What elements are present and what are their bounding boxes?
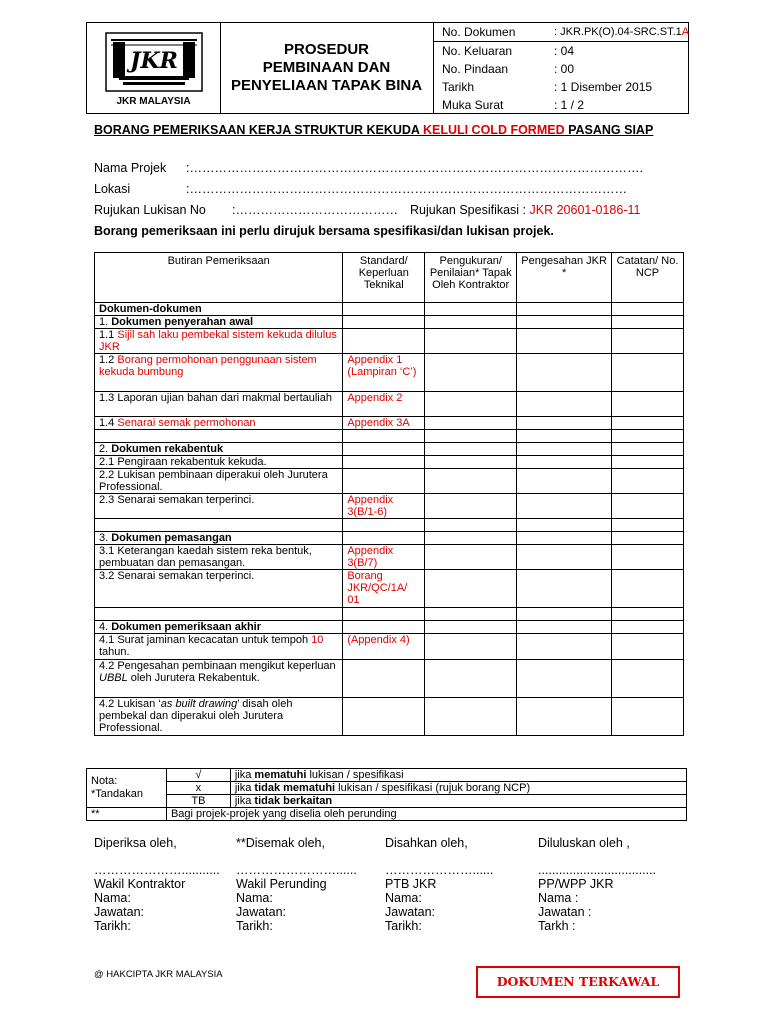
- signature-block-kontraktor: Diperiksa oleh, …………………........... Wakil Kontraktor Nama: Jawatan: Tarikh:: [94, 836, 220, 933]
- title-line-2: PEMBINAAN DAN: [262, 59, 391, 76]
- rujukan-spesifikasi: Rujukan Spesifikasi : JKR 20601-0186-11: [410, 203, 641, 217]
- svg-text:JKR: JKR: [130, 48, 178, 74]
- meta-row-tarikh: Tarikh : 1 Disember 2015: [442, 80, 653, 94]
- lokasi-label: Lokasi: [94, 182, 131, 196]
- table-row: 4.1 Surat jaminan kecacatan untuk tempoh 10 tahun. (Appendix 4): [95, 634, 684, 660]
- signature-line[interactable]: …………………...........: [94, 863, 220, 877]
- signature-block-perunding: **Disemak oleh, ……………………...... Wakil Perunding Nama: Jawatan: Tarikh:: [236, 836, 357, 933]
- procedure-title: [220, 23, 434, 113]
- table-row: [95, 608, 684, 621]
- col-butiran: Butiran Pemeriksaan: [95, 253, 343, 303]
- table-row: 1. Dokumen penyerahan awal: [95, 316, 684, 329]
- logo-caption: JKR MALAYSIA: [116, 96, 191, 107]
- table-row: [95, 430, 684, 443]
- meta-row-no-dokumen: No. Dokumen : JKR.PK(O).04-SRC.ST.1A: [433, 23, 688, 42]
- copyright: @ HAKCIPTA JKR MALAYSIA: [94, 969, 223, 980]
- jkr-logo: [105, 32, 203, 92]
- rujukan-lukisan-label: Rujukan Lukisan No: [94, 203, 206, 217]
- table-row: 2.2 Lukisan pembinaan diperakui oleh Jurutera Professional.: [95, 469, 684, 494]
- table-row: 2.3 Senarai semakan terperinci. Appendix 3(B/1-6): [95, 494, 684, 519]
- table-row: 4. Dokumen pemeriksaan akhir: [95, 621, 684, 634]
- table-row: 1.1 Sijil sah laku pembekal sistem kekuda dilulus JKR: [95, 329, 684, 354]
- meta-row-muka-surat: Muka Surat : 1 / 2: [442, 98, 585, 112]
- table-row: 2.1 Pengiraan rekabentuk kekuda.: [95, 456, 684, 469]
- inspection-table: [94, 252, 684, 736]
- table-row: 2. Dokumen rekabentuk: [95, 443, 684, 456]
- logo-cell: [87, 23, 221, 113]
- instruction-text: Borang pemeriksaan ini perlu dirujuk bersama spesifikasi/dan lukisan projek.: [94, 224, 554, 238]
- signature-line[interactable]: …………………......: [385, 863, 494, 877]
- nama-projek-label: Nama Projek: [94, 161, 167, 175]
- table-row: 1.3 Laporan ujian bahan dari makmal bertauliah Appendix 2: [95, 392, 684, 417]
- col-catatan: Catatan/ No. NCP: [612, 253, 684, 303]
- table-row: 4.2 Pengesahan pembinaan mengikut keperluan UBBL oleh Jurutera Rekabentuk.: [95, 660, 684, 698]
- legend-symbol: TB: [166, 795, 230, 808]
- meta-row-no-keluaran: No. Keluaran : 04: [442, 44, 575, 58]
- controlled-document-stamp: DOKUMEN TERKAWAL: [476, 966, 680, 998]
- col-pengesahan: Pengesahan JKR *: [517, 253, 612, 303]
- legend-nota: Nota: *Tandakan: [87, 769, 167, 808]
- table-row: 1.2 Borang permohonan penggunaan sistem kekuda bumbung Appendix 1 (Lampiran ‘C’): [95, 354, 684, 392]
- document-header: [86, 22, 689, 114]
- table-row: 4.2 Lukisan ‘as built drawing’ disah oleh pembekal dan diperakui oleh Jurutera Professional.: [95, 698, 684, 736]
- legend-symbol: x: [166, 782, 230, 795]
- lokasi-field[interactable]: :……………………………………………………………………………………………: [186, 182, 627, 196]
- legend-symbol: √: [166, 769, 230, 782]
- signature-block-pp: Diluluskan oleh , .................................. PP/WPP JKR Nama : Jawatan : Tarkh :: [538, 836, 657, 933]
- signature-block-ptb: Disahkan oleh, …………………...... PTB JKR Nama: Jawatan: Tarikh:: [385, 836, 494, 933]
- form-title: BORANG PEMERIKSAAN KERJA STRUKTUR KEKUDA KELULI COLD FORMED PASANG SIAP: [94, 123, 654, 137]
- table-row: 3. Dokumen pemasangan: [95, 532, 684, 545]
- table-header-row: [95, 253, 684, 303]
- title-line-3: PENYELIAAN TAPAK BINA: [230, 77, 423, 94]
- legend-table: Nota: *Tandakan √ jika mematuhi lukisan / spesifikasi x jika tidak mematuhi lukisan / spesifikasi (rujuk borang NCP) TB jika tidak berkaitan ** Bagi projek-projek yang diselia oleh perunding: [86, 768, 687, 821]
- rujukan-lukisan-field[interactable]: :…………………………………: [232, 203, 398, 217]
- col-standard: Standard/ Keperluan Teknikal: [343, 253, 425, 303]
- signature-line[interactable]: ..................................: [538, 863, 657, 877]
- table-row: [95, 519, 684, 532]
- table-row: Dokumen-dokumen: [95, 303, 684, 316]
- signature-line[interactable]: ……………………......: [236, 863, 357, 877]
- nama-projek-field[interactable]: :……………………………………………………………………………………………….: [186, 161, 643, 175]
- title-line-1: PROSEDUR: [283, 41, 369, 58]
- document-meta: [433, 23, 688, 114]
- table-row: 3.2 Senarai semakan terperinci. Borang JKR/QC/1A/ 01: [95, 570, 684, 608]
- table-row: 1.4 Senarai semak permohonan Appendix 3A: [95, 417, 684, 430]
- meta-row-no-pindaan: No. Pindaan : 00: [442, 62, 575, 76]
- table-row: 3.1 Keterangan kaedah sistem reka bentuk, pembuatan dan pemasangan. Appendix 3(B/7): [95, 545, 684, 570]
- col-pengukuran: Pengukuran/ Penilaian* Tapak Oleh Kontraktor: [425, 253, 517, 303]
